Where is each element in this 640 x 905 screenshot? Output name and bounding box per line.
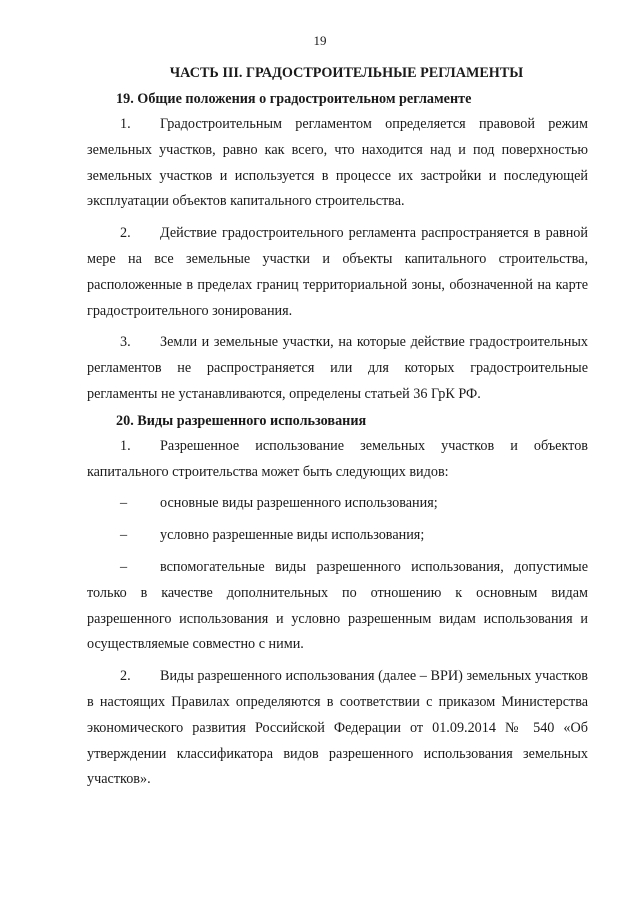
page-number: 19 (313, 33, 327, 48)
paragraph-text: Виды разрешенного использования (далее – ВРИ) земельных участков в настоящих Правилах определяются в соответствии с приказом Министерства экономического развития Российской Федерации от 01.09.2014 № 540 «Об утверждении классификатора видов разрешенного использования земельных участков». (87, 668, 588, 788)
list-item (87, 491, 588, 517)
paragraph-text: Градостроительным регламентом определяется правовой режим земельных участков, равно как всего, что находится над и под поверхностью земельных участков и используется в процессе их застройки и последующей эксплуатации объектов капитального строительства. (87, 116, 588, 210)
list-item-text: основные виды разрешенного использования; (160, 495, 438, 512)
paragraph-text: Разрешенное использование земельных участков и объектов капитального строительства может быть следующих видов: (87, 437, 588, 480)
list-item (87, 523, 588, 549)
list-dash: – (120, 527, 128, 544)
paragraph-text: Действие градостроительного регламента распространяется в равной мере на все земельные участки и объекты капитального строительства, расположенные в пределах границ территориальной зоны, обозначенной на карте градостроительного зонирования. (87, 225, 588, 319)
paragraph-number: 1. (120, 116, 131, 132)
list-dash: – (120, 495, 128, 512)
list-dash: – (120, 558, 128, 575)
section-19-paragraph-1 (87, 112, 588, 215)
section-20-paragraph-1 (87, 434, 588, 486)
list-item-text: условно разрешенные виды использования; (160, 527, 425, 544)
part-title: ЧАСТЬ III. ГРАДОСТРОИТЕЛЬНЫЕ РЕГЛАМЕНТЫ (169, 65, 524, 81)
paragraph-number: 1. (120, 437, 131, 454)
section-19-title: 19. Общие положения о градостроительном регламенте (116, 91, 472, 107)
section-20-title: 20. Виды разрешенного использования (116, 412, 367, 429)
paragraph-text: Земли и земельные участки, на которые действие градостроительных регламентов не распространяется или для которых градостроительные регламенты не устанавливаются, определены статьей 36 ГрК РФ. (87, 334, 588, 402)
list-item-text: вспомогательные виды разрешенного использования, допустимые только в качестве дополнительных по отношению к основным видам разрешенного использования и условно разрешенным видам использования и осуществляемые совместно с ними. (87, 558, 588, 653)
paragraph-number: 2. (120, 668, 131, 685)
section-20-paragraph-2 (87, 664, 588, 793)
document-body (87, 60, 588, 793)
section-19-paragraph-3 (87, 330, 588, 407)
list-item (87, 555, 588, 658)
paragraph-number: 3. (120, 334, 131, 351)
paragraph-number: 2. (120, 225, 131, 242)
section-19-paragraph-2 (87, 221, 588, 324)
